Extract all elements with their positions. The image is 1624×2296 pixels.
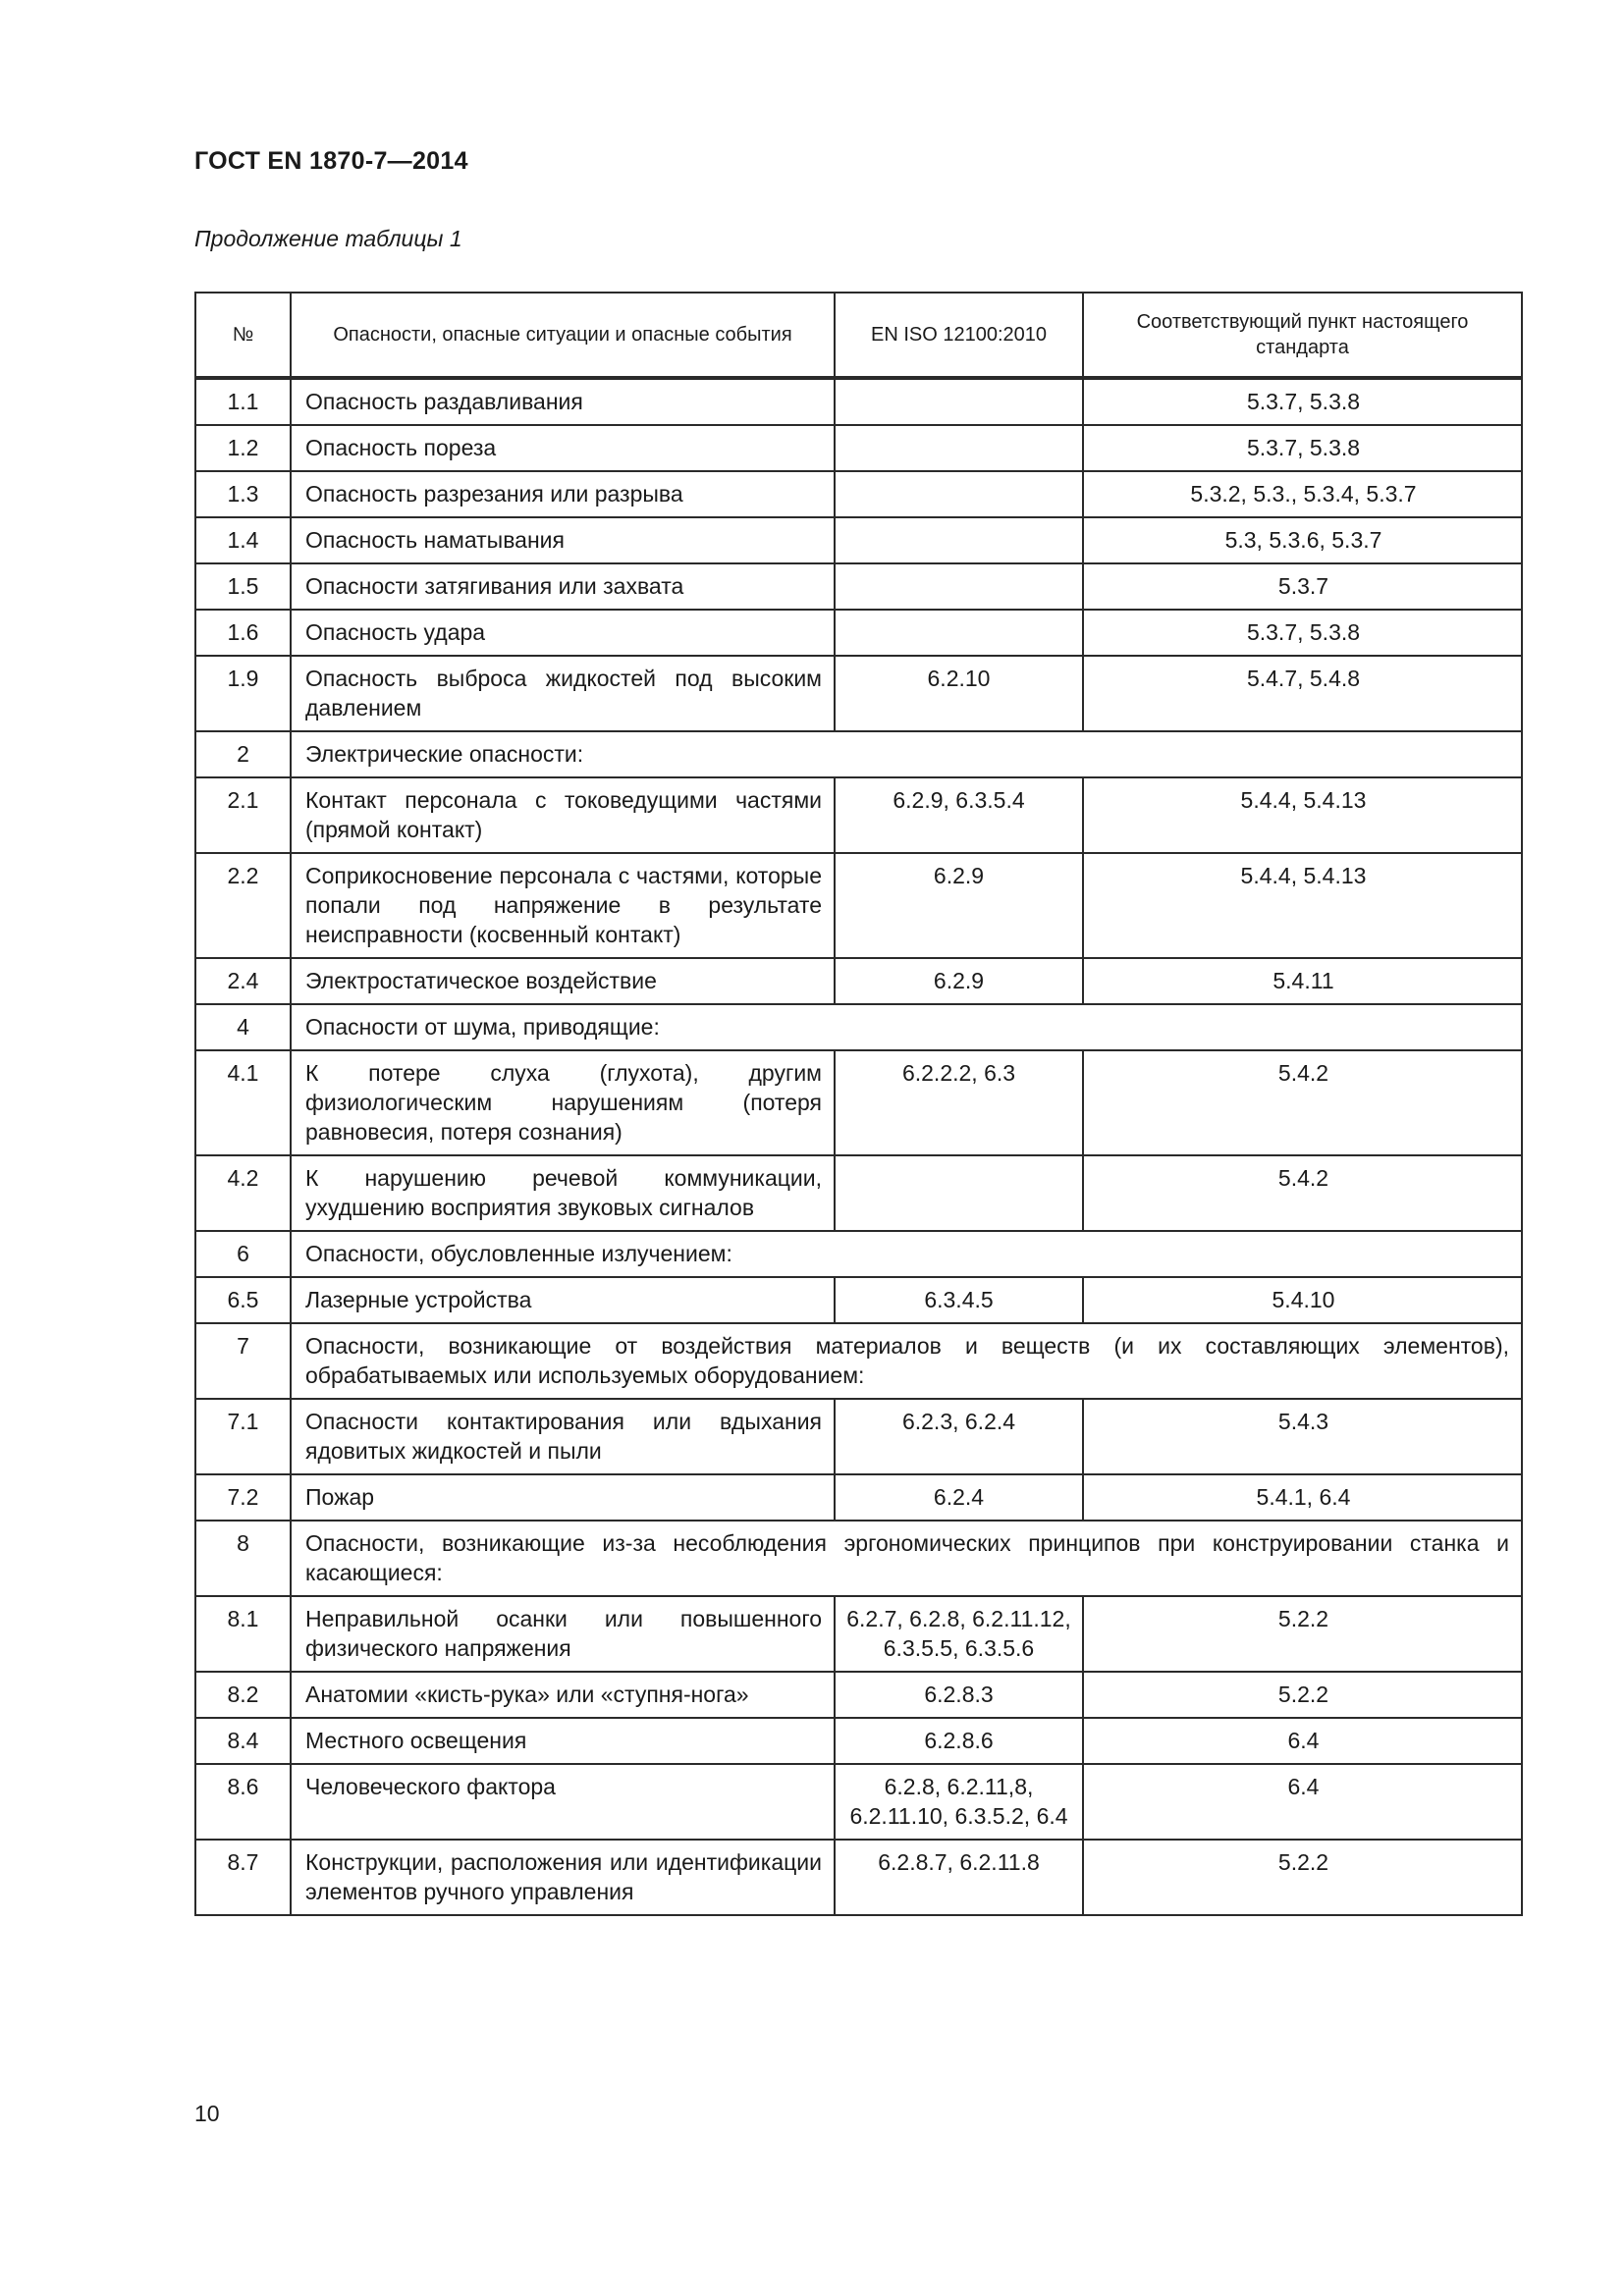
standard-clause: 5.4.1, 6.4: [1083, 1474, 1522, 1521]
hazard-description: Конструкции, расположения или идентификации элементов ручного управления: [291, 1840, 835, 1915]
table-row: [195, 1764, 1522, 1840]
table-header-row: [195, 293, 1522, 378]
table-row: [195, 425, 1522, 471]
iso-reference: 6.2.9, 6.3.5.4: [835, 777, 1083, 853]
hazard-description: Соприкосновение персонала с частями, которые попали под напряжение в результате неисправности (косвенный контакт): [291, 853, 835, 958]
iso-reference: [835, 425, 1083, 471]
iso-reference: 6.3.4.5: [835, 1277, 1083, 1323]
iso-reference: 6.2.2.2, 6.3: [835, 1050, 1083, 1155]
hazard-description: Анатомии «кисть-рука» или «ступня-нога»: [291, 1672, 835, 1718]
table-body: [195, 378, 1522, 1915]
row-number: 7.1: [195, 1399, 291, 1474]
hazard-description: Лазерные устройства: [291, 1277, 835, 1323]
table-row: [195, 610, 1522, 656]
standard-clause: 5.4.11: [1083, 958, 1522, 1004]
hazards-table: [194, 292, 1523, 1916]
table-row: [195, 1840, 1522, 1915]
hazard-description: Опасность наматывания: [291, 517, 835, 563]
standard-clause: 5.4.10: [1083, 1277, 1522, 1323]
hazard-description: Опасность удара: [291, 610, 835, 656]
iso-reference: [835, 610, 1083, 656]
iso-reference: 6.2.9: [835, 958, 1083, 1004]
standard-clause: 5.3.2, 5.3., 5.3.4, 5.3.7: [1083, 471, 1522, 517]
row-number: 1.5: [195, 563, 291, 610]
standard-clause: 5.3.7, 5.3.8: [1083, 425, 1522, 471]
row-number: 6: [195, 1231, 291, 1277]
row-number: 1.2: [195, 425, 291, 471]
standard-clause: 6.4: [1083, 1764, 1522, 1840]
column-header-hazard: Опасности, опасные ситуации и опасные события: [291, 293, 835, 378]
hazard-description: Опасности контактирования или вдыхания ядовитых жидкостей и пыли: [291, 1399, 835, 1474]
hazard-description: Электростатическое воздействие: [291, 958, 835, 1004]
iso-reference: [835, 378, 1083, 425]
table-section-row: [195, 1323, 1522, 1399]
standard-clause: 5.4.4, 5.4.13: [1083, 777, 1522, 853]
table-row: [195, 1596, 1522, 1672]
iso-reference: [835, 471, 1083, 517]
table-row: [195, 1277, 1522, 1323]
standard-clause: 5.4.2: [1083, 1050, 1522, 1155]
iso-reference: 6.2.3, 6.2.4: [835, 1399, 1083, 1474]
table-row: [195, 378, 1522, 425]
row-number: 1.6: [195, 610, 291, 656]
section-heading: Электрические опасности:: [291, 731, 1522, 777]
document-id: ГОСТ EN 1870-7—2014: [194, 147, 468, 175]
standard-clause: 5.2.2: [1083, 1840, 1522, 1915]
iso-reference: 6.2.4: [835, 1474, 1083, 1521]
row-number: 4.1: [195, 1050, 291, 1155]
row-number: 6.5: [195, 1277, 291, 1323]
row-number: 8.2: [195, 1672, 291, 1718]
table-section-row: [195, 1004, 1522, 1050]
table-row: [195, 517, 1522, 563]
table-row: [195, 1474, 1522, 1521]
column-header-iso: EN ISO 12100:2010: [835, 293, 1083, 378]
hazard-description: Неправильной осанки или повышенного физического напряжения: [291, 1596, 835, 1672]
table-row: [195, 777, 1522, 853]
iso-reference: 6.2.8.6: [835, 1718, 1083, 1764]
page-number: 10: [194, 2101, 220, 2126]
iso-reference: 6.2.8.3: [835, 1672, 1083, 1718]
row-number: 1.9: [195, 656, 291, 731]
iso-reference: 6.2.8, 6.2.11,8, 6.2.11.10, 6.3.5.2, 6.4: [835, 1764, 1083, 1840]
standard-clause: 6.4: [1083, 1718, 1522, 1764]
iso-reference: 6.2.10: [835, 656, 1083, 731]
hazard-description: Опасность разрезания или разрыва: [291, 471, 835, 517]
hazard-description: Опасность выброса жидкостей под высоким давлением: [291, 656, 835, 731]
row-number: 8: [195, 1521, 291, 1596]
standard-clause: 5.2.2: [1083, 1596, 1522, 1672]
iso-reference: 6.2.8.7, 6.2.11.8: [835, 1840, 1083, 1915]
hazard-description: К нарушению речевой коммуникации, ухудшению восприятия звуковых сигналов: [291, 1155, 835, 1231]
section-heading: Опасности, возникающие из-за несоблюдения эргономических принципов при конструировании станка и касающиеся:: [291, 1521, 1522, 1596]
hazard-description: Опасности затягивания или захвата: [291, 563, 835, 610]
row-number: 8.6: [195, 1764, 291, 1840]
standard-clause: 5.3.7: [1083, 563, 1522, 610]
row-number: 8.7: [195, 1840, 291, 1915]
table-section-row: [195, 1231, 1522, 1277]
hazard-description: Контакт персонала с токоведущими частями (прямой контакт): [291, 777, 835, 853]
table-row: [195, 1155, 1522, 1231]
standard-clause: 5.3.7, 5.3.8: [1083, 378, 1522, 425]
standard-clause: 5.3, 5.3.6, 5.3.7: [1083, 517, 1522, 563]
table-row: [195, 563, 1522, 610]
column-header-clause: Соответствующий пункт настоящего стандарта: [1083, 293, 1522, 378]
row-number: 2.1: [195, 777, 291, 853]
row-number: 4.2: [195, 1155, 291, 1231]
hazard-description: К потере слуха (глухота), другим физиологическим нарушениям (потеря равновесия, потеря сознания): [291, 1050, 835, 1155]
row-number: 8.4: [195, 1718, 291, 1764]
iso-reference: 6.2.7, 6.2.8, 6.2.11.12, 6.3.5.5, 6.3.5.6: [835, 1596, 1083, 1672]
table-row: [195, 1718, 1522, 1764]
table-row: [195, 853, 1522, 958]
iso-reference: [835, 517, 1083, 563]
section-heading: Опасности, обусловленные излучением:: [291, 1231, 1522, 1277]
row-number: 2: [195, 731, 291, 777]
row-number: 2.2: [195, 853, 291, 958]
table-row: [195, 958, 1522, 1004]
iso-reference: 6.2.9: [835, 853, 1083, 958]
hazard-description: Человеческого фактора: [291, 1764, 835, 1840]
standard-clause: 5.4.4, 5.4.13: [1083, 853, 1522, 958]
standard-clause: 5.3.7, 5.3.8: [1083, 610, 1522, 656]
section-heading: Опасности, возникающие от воздействия материалов и веществ (и их составляющих элементов), обрабатываемых или используемых оборудованием:: [291, 1323, 1522, 1399]
hazard-description: Опасность раздавливания: [291, 378, 835, 425]
row-number: 1.3: [195, 471, 291, 517]
hazard-description: Опасность пореза: [291, 425, 835, 471]
standard-clause: 5.4.2: [1083, 1155, 1522, 1231]
row-number: 7.2: [195, 1474, 291, 1521]
standard-clause: 5.4.3: [1083, 1399, 1522, 1474]
hazard-description: Пожар: [291, 1474, 835, 1521]
row-number: 2.4: [195, 958, 291, 1004]
table-row: [195, 1050, 1522, 1155]
row-number: 8.1: [195, 1596, 291, 1672]
table-section-row: [195, 1521, 1522, 1596]
column-header-number: №: [195, 293, 291, 378]
table-section-row: [195, 731, 1522, 777]
section-heading: Опасности от шума, приводящие:: [291, 1004, 1522, 1050]
standard-clause: 5.4.7, 5.4.8: [1083, 656, 1522, 731]
table-row: [195, 1672, 1522, 1718]
table-row: [195, 656, 1522, 731]
row-number: 7: [195, 1323, 291, 1399]
row-number: 1.4: [195, 517, 291, 563]
standard-clause: 5.2.2: [1083, 1672, 1522, 1718]
row-number: 4: [195, 1004, 291, 1050]
iso-reference: [835, 1155, 1083, 1231]
iso-reference: [835, 563, 1083, 610]
hazard-description: Местного освещения: [291, 1718, 835, 1764]
table-row: [195, 471, 1522, 517]
row-number: 1.1: [195, 378, 291, 425]
table-row: [195, 1399, 1522, 1474]
table-continuation-caption: Продолжение таблицы 1: [194, 226, 462, 251]
